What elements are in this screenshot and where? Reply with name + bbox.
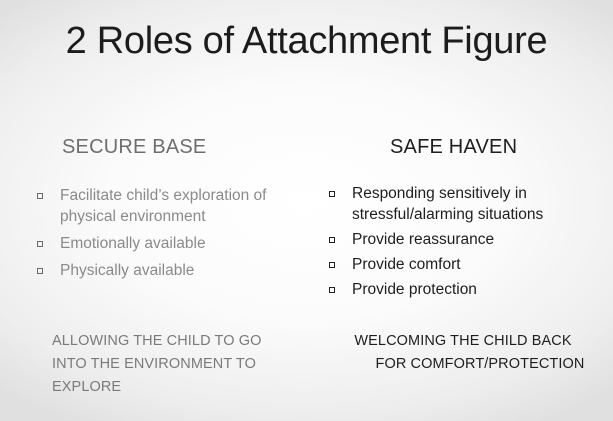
hollow-square-icon	[37, 268, 43, 274]
summary-line: EXPLORE	[52, 379, 122, 395]
bullet-line: Provide reassurance	[352, 231, 495, 248]
hollow-square-icon	[37, 193, 43, 199]
summary-line: FOR COMFORT/PROTECTION	[375, 356, 585, 372]
safe-haven-list	[318, 183, 608, 300]
secure-base-column	[28, 136, 303, 287]
safe-haven-heading: SAFE HAVEN	[390, 136, 518, 158]
secure-base-summary	[52, 330, 302, 399]
bullet-line: Physically available	[60, 262, 195, 279]
summary-line: INTO THE ENVIRONMENT TO	[52, 356, 256, 372]
summary-line: WELCOMING THE CHILD BACK	[354, 333, 572, 349]
bullet-line: Provide comfort	[352, 256, 461, 273]
bullet-line: Provide protection	[352, 281, 477, 298]
list-item	[28, 233, 303, 254]
hollow-square-icon	[329, 237, 335, 243]
hollow-square-icon	[329, 191, 335, 197]
bullet-line: Facilitate child’s exploration of	[60, 187, 267, 204]
secure-base-list	[28, 185, 303, 281]
list-item	[28, 260, 303, 281]
slide-title: 2 Roles of Attachment Figure	[65, 20, 548, 62]
bullet-line: stressful/alarming situations	[352, 206, 544, 223]
hollow-square-icon	[329, 287, 335, 293]
safe-haven-summary	[318, 330, 608, 376]
bullet-line: physical environment	[60, 208, 206, 225]
safe-haven-column	[318, 136, 608, 304]
list-item	[318, 254, 608, 275]
list-item	[28, 185, 303, 227]
bullet-line: Emotionally available	[60, 235, 206, 252]
summary-line: ALLOWING THE CHILD TO GO	[52, 333, 262, 349]
hollow-square-icon	[329, 262, 335, 268]
list-item	[318, 279, 608, 300]
list-item	[318, 183, 608, 225]
secure-base-heading: SECURE BASE	[62, 136, 207, 158]
hollow-square-icon	[37, 241, 43, 247]
list-item	[318, 229, 608, 250]
bullet-line: Responding sensitively in	[352, 185, 527, 202]
